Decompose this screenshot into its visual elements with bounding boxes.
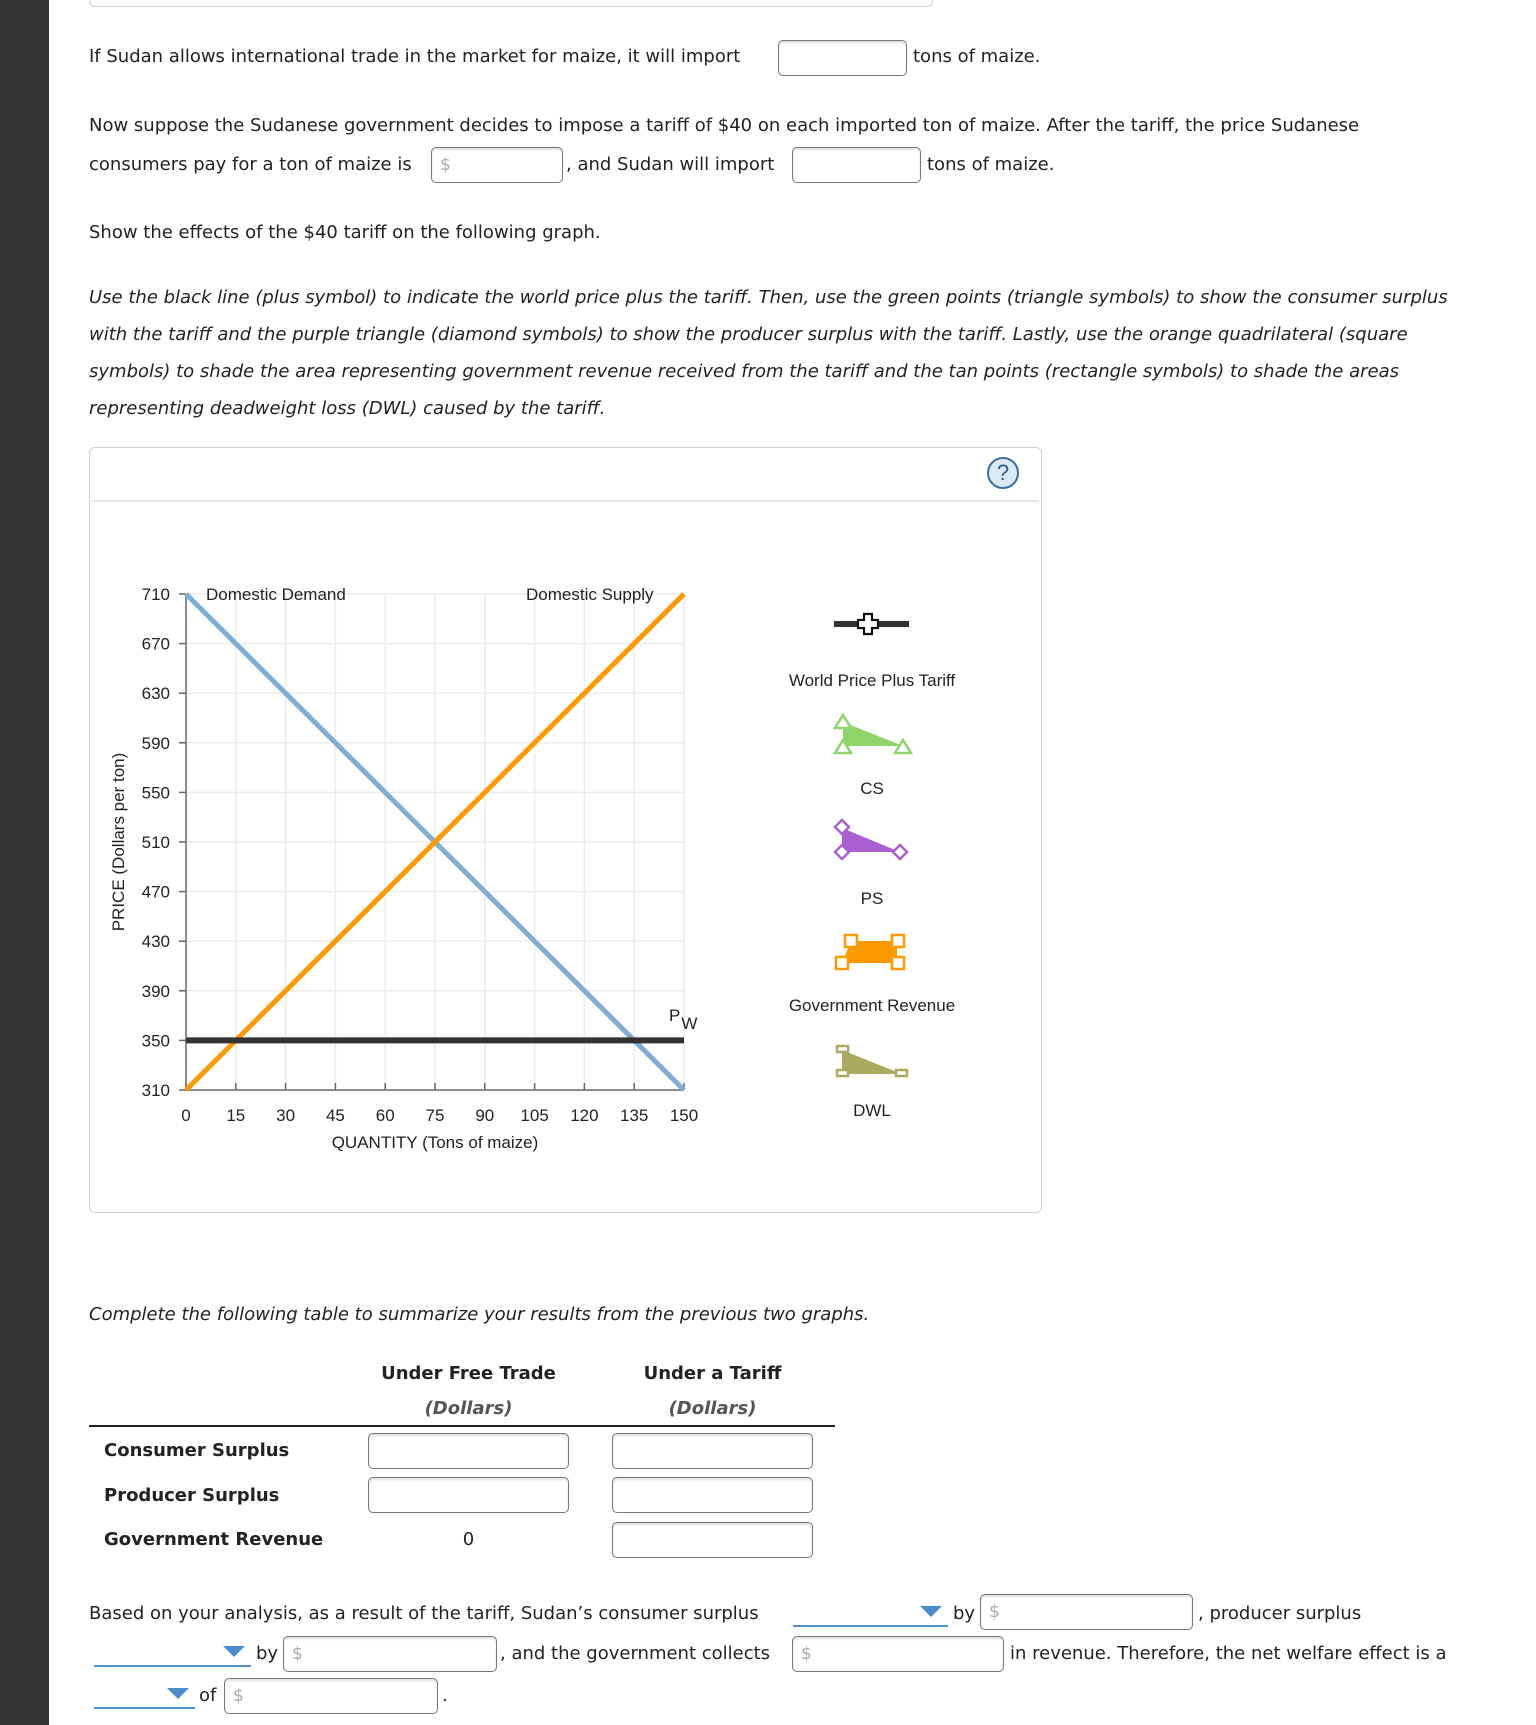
x-tick-label: 15 <box>226 1106 246 1125</box>
column-unit-free-trade: (Dollars) <box>424 1398 513 1419</box>
summary-text-2: , producer surplus <box>1198 1603 1362 1624</box>
period-text: . <box>442 1685 448 1706</box>
x-tick-label: 45 <box>325 1106 345 1125</box>
tariff-import-unit-text: tons of maize. <box>927 154 1055 175</box>
column-header-tariff: Under a Tariff <box>643 1363 782 1384</box>
cs-free-trade-input[interactable] <box>368 1433 569 1469</box>
ps-change-input[interactable]: $ <box>283 1636 497 1672</box>
column-header-free-trade: Under Free Trade <box>381 1363 556 1384</box>
revenue-input[interactable]: $ <box>792 1636 1004 1672</box>
x-tick-label: 90 <box>475 1106 495 1125</box>
summary-text-4: in revenue. Therefore, the net welfare effect is a <box>1010 1643 1447 1664</box>
y-tick-label: 510 <box>141 833 170 852</box>
left-sidebar <box>0 0 49 1725</box>
row-label-producer-surplus: Producer Surplus <box>104 1485 280 1506</box>
x-tick-label: 0 <box>181 1106 191 1125</box>
net-welfare-input[interactable]: $ <box>224 1678 438 1714</box>
instructions-line: representing deadweight loss (DWL) caused by the tariff. <box>89 398 606 419</box>
import-question-text: If Sudan allows international trade in the market for maize, it will import <box>89 46 741 67</box>
summary-text-1: Based on your analysis, as a result of the tariff, Sudan’s consumer surplus <box>89 1603 759 1624</box>
table-header-rule <box>89 1425 835 1427</box>
y-tick-label: 590 <box>141 733 170 753</box>
x-tick-label: 120 <box>570 1106 599 1125</box>
tariff-import-input[interactable] <box>792 147 921 183</box>
ps-tariff-input[interactable] <box>612 1477 813 1513</box>
cs-change-input[interactable]: $ <box>980 1594 1193 1630</box>
chevron-down-icon <box>167 1688 189 1699</box>
row-label-consumer-surplus: Consumer Surplus <box>104 1440 290 1461</box>
y-tick-label: 470 <box>141 882 170 902</box>
graph-header-divider <box>92 500 1039 502</box>
import-unit-text: tons of maize. <box>913 46 1041 67</box>
cs-tariff-input[interactable] <box>612 1433 813 1469</box>
show-effects-text: Show the effects of the $40 tariff on the following graph. <box>89 222 601 243</box>
demand-label: Domestic Demand <box>206 585 346 604</box>
y-tick-label: 670 <box>141 634 170 654</box>
x-tick-label: 75 <box>425 1106 445 1125</box>
x-tick-label: 150 <box>669 1106 699 1125</box>
chevron-down-icon <box>920 1606 942 1617</box>
legend-label-wpt: World Price Plus Tariff <box>788 671 956 690</box>
summary-text-3: , and the government collects <box>500 1643 771 1664</box>
row-label-government-revenue: Government Revenue <box>104 1529 324 1550</box>
graph-panel <box>89 447 1042 1213</box>
table-intro: Complete the following table to summarize your results from the previous two graphs. <box>89 1304 870 1325</box>
instructions-line: Use the black line (plus symbol) to indicate the world price plus the tariff. Then, use the green points (triangle symbols) to show the consumer surplus <box>89 287 1448 308</box>
help-icon[interactable]: ? <box>987 457 1019 489</box>
y-tick-label: 350 <box>141 1031 170 1051</box>
net-welfare-dropdown[interactable] <box>94 1685 195 1709</box>
y-tick-label: 390 <box>141 981 170 1001</box>
column-unit-tariff: (Dollars) <box>668 1398 757 1419</box>
previous-graph-panel <box>89 0 933 7</box>
x-tick-label: 135 <box>620 1106 649 1125</box>
legend-label-dwl: DWL <box>853 1101 891 1120</box>
x-tick-label: 105 <box>520 1106 549 1125</box>
y-axis-label: PRICE (Dollars per ton) <box>109 752 128 932</box>
y-tick-label: 710 <box>141 585 170 604</box>
y-tick-label: 550 <box>141 783 170 803</box>
y-tick-label: 430 <box>141 932 170 952</box>
chevron-down-icon <box>223 1646 245 1657</box>
instructions-line: with the tariff and the purple triangle (diamond symbols) to show the producer surplus with the tariff. Lastly, use the orange quadrilateral (square <box>89 324 1408 345</box>
world-price-label-main: P <box>669 1006 681 1025</box>
supply-label: Domestic Supply <box>526 585 654 604</box>
by-text: by <box>256 1643 279 1664</box>
instructions-line: symbols) to shade the area representing government revenue received from the tariff and the tan points (rectangle symbols) to shade the areas <box>89 361 1400 382</box>
by-text: by <box>953 1603 976 1624</box>
tariff-question-text: Now suppose the Sudanese government decides to impose a tariff of $40 on each imported ton of maize. After the tariff, the price Sudanese <box>89 115 1360 136</box>
tariff-import-text: , and Sudan will import <box>566 154 775 175</box>
legend-label-ps: PS <box>860 889 884 908</box>
gr-free-trade-value: 0 <box>462 1529 475 1550</box>
y-tick-label: 630 <box>141 684 170 704</box>
import-free-trade-input[interactable] <box>778 40 907 76</box>
y-tick-label: 310 <box>141 1081 170 1100</box>
of-text: of <box>199 1685 217 1706</box>
tariff-price-input[interactable]: $ <box>431 147 563 183</box>
world-price-label-sub: W <box>681 1014 698 1033</box>
ps-direction-dropdown[interactable] <box>94 1643 251 1667</box>
gr-tariff-input[interactable] <box>612 1522 813 1558</box>
cs-direction-dropdown[interactable] <box>793 1603 948 1627</box>
x-axis-label: QUANTITY (Tons of maize) <box>331 1133 539 1152</box>
legend-label-cs: CS <box>860 779 884 798</box>
ps-free-trade-input[interactable] <box>368 1477 569 1513</box>
x-tick-label: 30 <box>276 1106 296 1125</box>
legend-label-gov: Government Revenue <box>788 996 956 1015</box>
x-tick-label: 60 <box>375 1106 395 1125</box>
tariff-price-text: consumers pay for a ton of maize is <box>89 154 412 175</box>
